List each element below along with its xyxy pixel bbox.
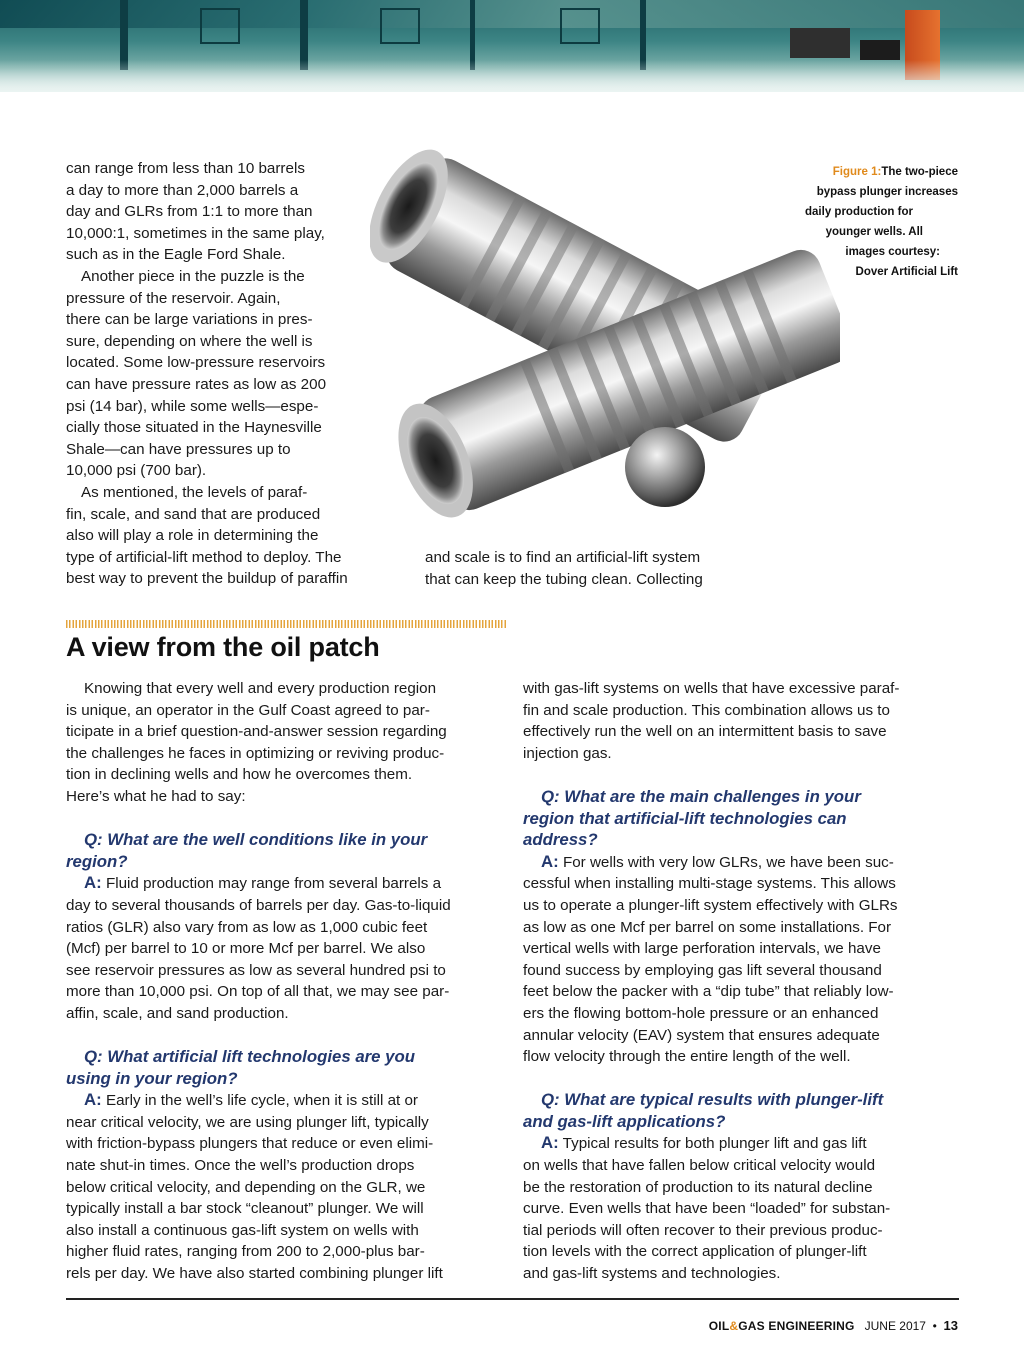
section-title: A view from the oil patch bbox=[66, 632, 380, 662]
plunger-figure-image bbox=[370, 135, 840, 545]
qa-column-right bbox=[523, 678, 959, 1285]
page-footer bbox=[709, 1318, 958, 1333]
question-3: Q: What are the main challenges in your region that artificial-lift technologies can address? bbox=[523, 786, 861, 850]
paragraph-2: Another piece in the puzzle is the pressure of the reservoir. Again, there can be large variations in pres- sure, depending on where the well is located. Some low-pressure reservoirs can have pressure rates as low as 200 psi (14 bar), while some wells—espe- cially those situated in the Haynesville Shale—can have pressures up to 10,000 psi (700 bar). bbox=[66, 267, 327, 480]
figure-label: Figure 1: bbox=[832, 166, 882, 178]
continuation-text: and scale is to find an artificial-lift system that can keep the tubing clean. Collecting bbox=[425, 549, 703, 588]
question-2: Q: What artificial lift technologies are you using in your region? bbox=[66, 1047, 416, 1088]
paragraph-3: As mentioned, the levels of paraf- fin, scale, and sand that are produced also will play a role in determining the type of artificial-lift method to deploy. The best way to prevent the buildup of paraffin bbox=[66, 483, 348, 588]
publication-name: OIL&GAS ENGINEERING bbox=[708, 1319, 855, 1333]
answer-4: A: Typical results for both plunger lift and gas lift on wells that have fallen below critical velocity would be the restoration of production to its natural decline curve. Even wells that have been “loaded” for substan- tial periods will often recover to their previous produc- tion levels with the correct application of plunger-lift and gas-lift systems and technologies. bbox=[523, 1133, 891, 1283]
question-1: Q: What are the well conditions like in your region? bbox=[66, 830, 428, 871]
footer-rule bbox=[66, 1298, 959, 1300]
footer-separator: • bbox=[932, 1319, 937, 1333]
page-number: 13 bbox=[943, 1318, 958, 1333]
answer-1: A: Fluid production may range from several barrels a day to several thousands of barrels per day. Gas-to-liquid ratios (GLR) also vary from as low as 1,000 cubic feet (Mcf) per barrel to 10 or more Mcf per barrel. We also see reservoir pressures as low as several hundred psi to more than 10,000 psi. On top of all that, we may see par- affin, scale, and sand production. bbox=[66, 873, 451, 1022]
answer-2-continued: with gas-lift systems on wells that have excessive paraf- fin and scale production. This combination allows us to effectively run the well on an intermittent basis to save injection gas. bbox=[523, 680, 900, 762]
intro-paragraph: Knowing that every well and every production region is unique, an operator in the Gulf Coast agreed to par- ticipate in a brief question-and-answer session regarding the challenges he faces in optimizing or reviving produc- tion in declining wells and how he overcomes them. Here’s what he had to say: bbox=[66, 680, 447, 805]
answer-3: A: For wells with very low GLRs, we have been suc- cessful when installing multi-stage systems. This allows us to operate a plunger-lift system effectively with GLRs as low as one Mcf per barrel on some installations. For vertical wells with large perforation intervals, we have found success by employing gas lift several thousand feet below the packer with a “dip tube” that reliably low- ers the flowing bottom-hole pressure or an enhanced annular velocity (EAV) system that ensures adequate flow velocity through the entire length of the well. bbox=[523, 851, 898, 1066]
figure-caption: Figure 1:The two-piece bypass plunger increases daily production for younger wells. All images courtesy: Dover Artificial Lift bbox=[805, 166, 958, 278]
answer-2: A: Early in the well’s life cycle, when it is still at or near critical velocity, we are using plunger lift, typically with friction-bypass plungers that reduce or even elimi- nate shut-in times. Once the well’s production drops below critical velocity, and depending on the GLR, we typically install a bar stock “cleanout” plunger. We will also install a continuous gas-lift system on wells with higher fluid rates, ranging from 200 to 2,000-plus bar- rels per day. We have also started combining plunger lift bbox=[66, 1090, 443, 1283]
section-divider bbox=[66, 620, 506, 628]
question-4: Q: What are typical results with plunger-lift and gas-lift applications? bbox=[523, 1090, 884, 1131]
qa-column-left bbox=[66, 678, 502, 1285]
paragraph-1: can range from less than 10 barrels a day to more than 2,000 barrels a day and GLRs from 1:1 to more than 10,000:1, sometimes in the same play, such as in the Eagle Ford Shale. bbox=[66, 160, 325, 264]
intro-column bbox=[66, 158, 366, 590]
issue-date: JUNE 2017 bbox=[864, 1319, 926, 1333]
header-photo-banner bbox=[0, 0, 1024, 92]
